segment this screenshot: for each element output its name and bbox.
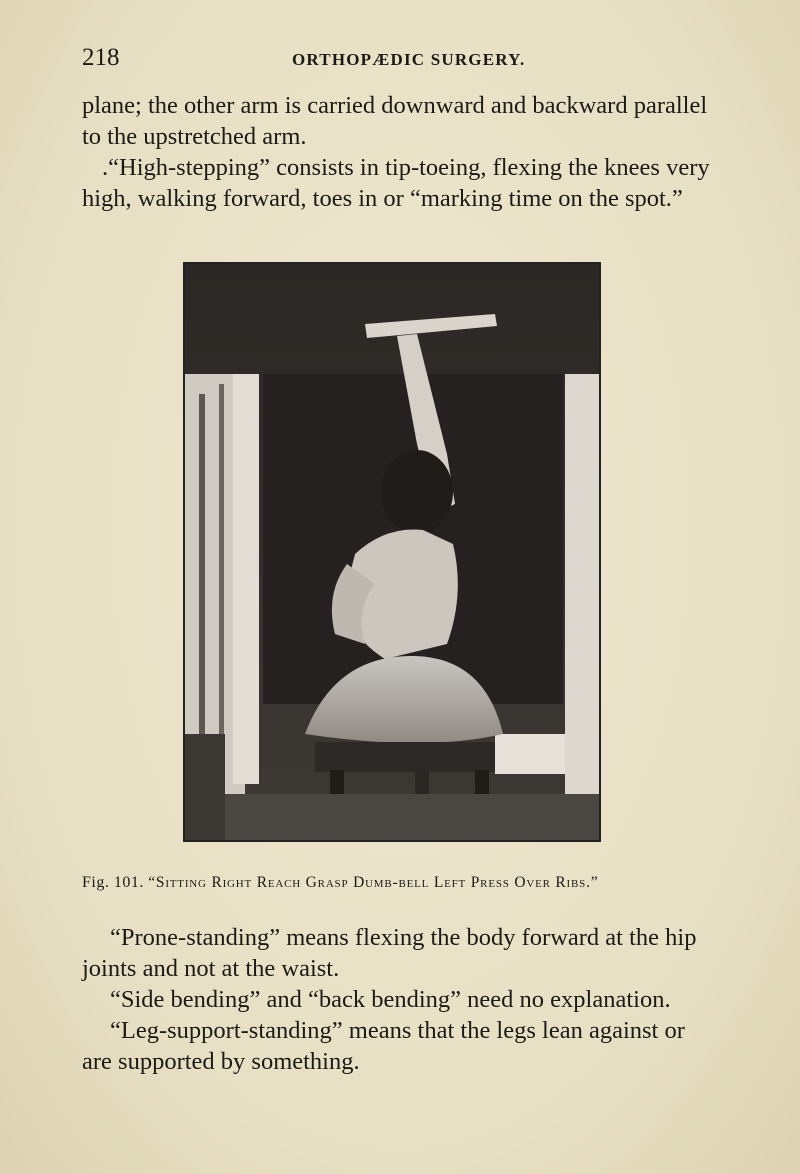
page-number: 218 bbox=[82, 44, 120, 71]
photograph-illustration bbox=[185, 264, 599, 840]
figure-label: Fig. 101. bbox=[82, 874, 144, 891]
figure-caption bbox=[82, 874, 722, 892]
paragraph-4: “Side bending” and “back bending” need no explanation. bbox=[110, 986, 671, 1013]
paragraph-5: “Leg-support-standing” means that the legs lean against or are supported by something. bbox=[82, 1017, 685, 1075]
paragraph-2: .“High-stepping” consists in tip-toeing, flexing the knees very high, walking forward, toes in or “marking time on the spot.” bbox=[82, 154, 710, 212]
running-head bbox=[82, 44, 712, 74]
paragraph-3: “Prone-standing” means flexing the body forward at the hip joints and not at the waist. bbox=[82, 924, 697, 982]
paragraph-1: plane; the other arm is carried downward and backward parallel to the upstretched arm. bbox=[82, 92, 708, 150]
figure-photograph bbox=[183, 262, 601, 842]
figure-title: “Sitting Right Reach Grasp Dumb-bell Left Press Over Ribs.” bbox=[148, 874, 599, 891]
running-title: ORTHOPÆDIC SURGERY. bbox=[292, 50, 526, 69]
